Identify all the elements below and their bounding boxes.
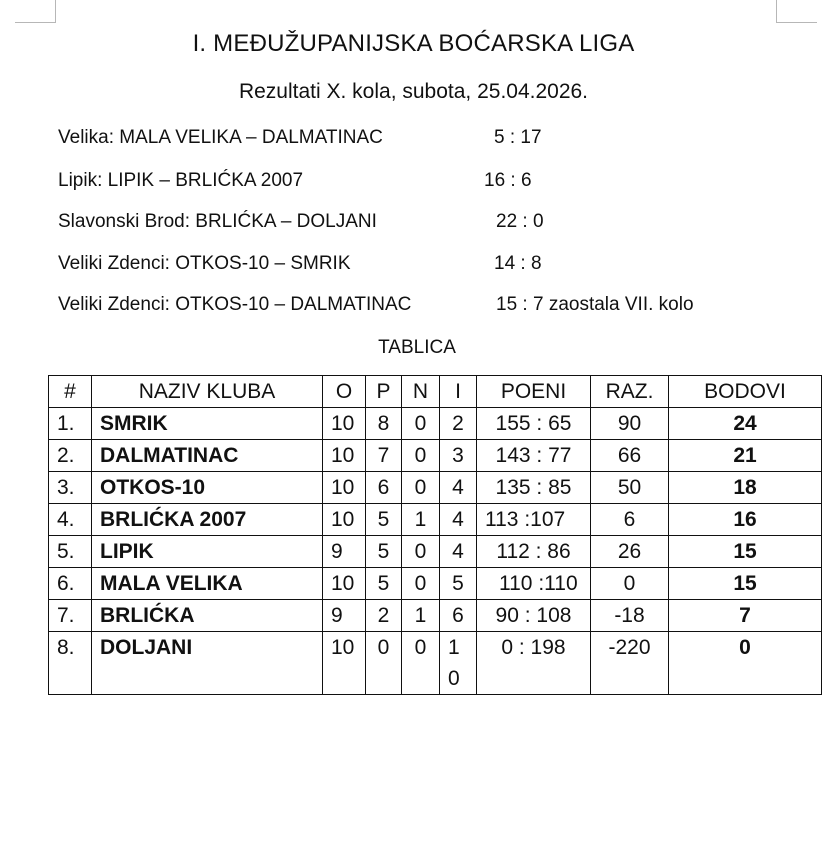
total-points-cell: 18 [669, 472, 822, 504]
points-score-cell: 110 :110 [477, 568, 591, 600]
club-cell: OTKOS-10 [92, 472, 323, 504]
rank-cell: 2. [49, 440, 92, 472]
drawn-cell: 0 [402, 536, 440, 568]
table-row [49, 408, 822, 440]
document-subtitle: Rezultati X. kola, subota, 25.04.2026. [238, 80, 589, 103]
table-row [49, 504, 822, 536]
rank-cell: 4. [49, 504, 92, 536]
rank-cell: 8. [49, 632, 92, 695]
played-cell: 10 [323, 632, 366, 695]
points-score-cell: 112 : 86 [477, 536, 591, 568]
points-score-cell: 90 : 108 [477, 600, 591, 632]
lost-cell: 4 [440, 504, 477, 536]
table-row [49, 600, 822, 632]
played-cell: 10 [323, 408, 366, 440]
difference-cell: 0 [591, 568, 669, 600]
club-cell: BRLIĆKA [92, 600, 323, 632]
difference-cell: 50 [591, 472, 669, 504]
lost-cell: 3 [440, 440, 477, 472]
header-played: O [323, 376, 366, 408]
drawn-cell: 1 [402, 504, 440, 536]
drawn-cell: 0 [402, 632, 440, 695]
club-cell: DOLJANI [92, 632, 323, 695]
lost-cell: 10 [440, 632, 477, 695]
lost-cell: 2 [440, 408, 477, 440]
won-cell: 0 [366, 632, 402, 695]
played-cell: 10 [323, 440, 366, 472]
played-cell: 9 [323, 536, 366, 568]
club-cell: MALA VELIKA [92, 568, 323, 600]
header-drawn: N [402, 376, 440, 408]
total-points-cell: 24 [669, 408, 822, 440]
difference-cell: 26 [591, 536, 669, 568]
rank-cell: 5. [49, 536, 92, 568]
points-score-cell: 0 : 198 [477, 632, 591, 695]
played-cell: 10 [323, 504, 366, 536]
table-header-row [49, 376, 822, 408]
table-row [49, 536, 822, 568]
won-cell: 6 [366, 472, 402, 504]
drawn-cell: 0 [402, 440, 440, 472]
played-cell: 10 [323, 568, 366, 600]
lost-cell: 6 [440, 600, 477, 632]
lost-cell: 4 [440, 536, 477, 568]
rank-cell: 6. [49, 568, 92, 600]
header-points-score: POENI [477, 376, 591, 408]
rank-cell: 3. [49, 472, 92, 504]
club-cell: BRLIĆKA 2007 [92, 504, 323, 536]
result-match: Veliki Zdenci: OTKOS-10 – SMRIK [58, 253, 351, 274]
result-score: 14 : 8 [494, 253, 542, 274]
rank-cell: 7. [49, 600, 92, 632]
result-score: 15 : 7 zaostala VII. kolo [496, 294, 694, 315]
header-total-points: BODOVI [669, 376, 822, 408]
drawn-cell: 0 [402, 568, 440, 600]
document-title: I. MEĐUŽUPANIJSKA BOĆARSKA LIGA [192, 30, 635, 57]
drawn-cell: 1 [402, 600, 440, 632]
header-lost: I [440, 376, 477, 408]
club-cell: SMRIK [92, 408, 323, 440]
difference-cell: 90 [591, 408, 669, 440]
table-row [49, 472, 822, 504]
played-cell: 9 [323, 600, 366, 632]
table-row [49, 568, 822, 600]
table-row [49, 632, 822, 695]
header-difference: RAZ. [591, 376, 669, 408]
header-rank: # [49, 376, 92, 408]
table-row [49, 440, 822, 472]
standings-table [48, 375, 822, 695]
difference-cell: -220 [591, 632, 669, 695]
result-match: Veliki Zdenci: OTKOS-10 – DALMATINAC [58, 294, 412, 315]
points-score-cell: 143 : 77 [477, 440, 591, 472]
lost-cell: 4 [440, 472, 477, 504]
result-score: 22 : 0 [496, 211, 544, 232]
total-points-cell: 16 [669, 504, 822, 536]
won-cell: 5 [366, 568, 402, 600]
difference-cell: 66 [591, 440, 669, 472]
result-match: Slavonski Brod: BRLIĆKA – DOLJANI [58, 211, 377, 232]
page-corner-mark-right [776, 0, 817, 23]
page-corner-mark-left [15, 0, 56, 23]
difference-cell: 6 [591, 504, 669, 536]
lost-cell: 5 [440, 568, 477, 600]
won-cell: 2 [366, 600, 402, 632]
header-won: P [366, 376, 402, 408]
total-points-cell: 15 [669, 568, 822, 600]
points-score-cell: 155 : 65 [477, 408, 591, 440]
played-cell: 10 [323, 472, 366, 504]
result-match: Lipik: LIPIK – BRLIĆKA 2007 [58, 170, 304, 191]
total-points-cell: 21 [669, 440, 822, 472]
points-score-cell: 135 : 85 [477, 472, 591, 504]
won-cell: 8 [366, 408, 402, 440]
header-club: NAZIV KLUBA [92, 376, 323, 408]
total-points-cell: 7 [669, 600, 822, 632]
total-points-cell: 15 [669, 536, 822, 568]
rank-cell: 1. [49, 408, 92, 440]
total-points-cell: 0 [669, 632, 822, 695]
result-score: 16 : 6 [484, 170, 532, 191]
club-cell: LIPIK [92, 536, 323, 568]
table-caption: TABLICA [378, 337, 456, 358]
result-score: 5 : 17 [494, 127, 542, 148]
drawn-cell: 0 [402, 472, 440, 504]
won-cell: 5 [366, 504, 402, 536]
points-score-cell: 113 :107 [477, 504, 591, 536]
club-cell: DALMATINAC [92, 440, 323, 472]
result-match: Velika: MALA VELIKA – DALMATINAC [58, 127, 383, 148]
drawn-cell: 0 [402, 408, 440, 440]
won-cell: 5 [366, 536, 402, 568]
won-cell: 7 [366, 440, 402, 472]
difference-cell: -18 [591, 600, 669, 632]
